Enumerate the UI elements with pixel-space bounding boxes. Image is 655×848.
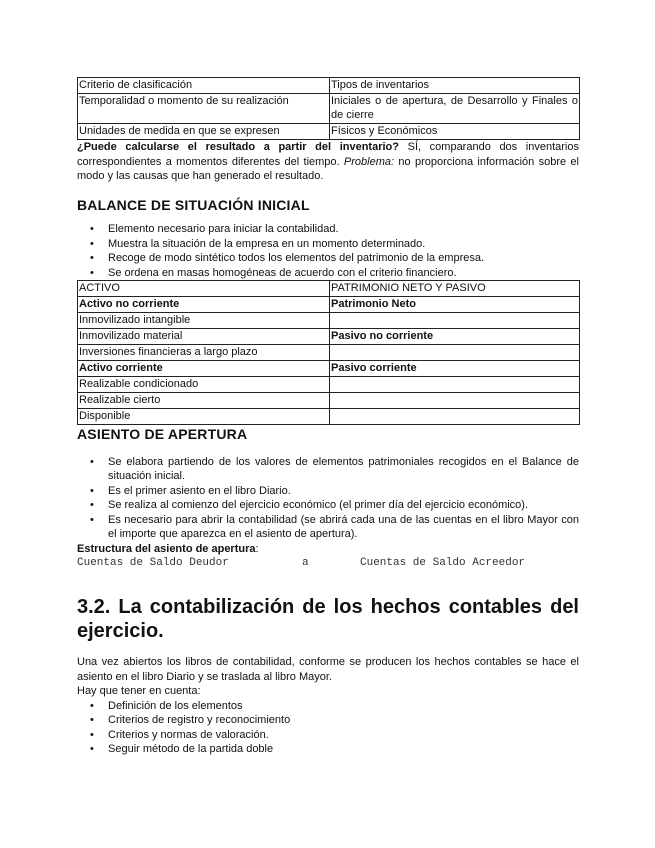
table-cell: Inversiones financieras a largo plazo	[78, 345, 330, 361]
problem-label: Problema:	[343, 155, 395, 168]
table-cell	[330, 345, 580, 361]
table-row	[78, 124, 580, 140]
table-cell: Realizable cierto	[78, 393, 330, 409]
table-row	[78, 94, 580, 124]
apertura-heading: ASIENTO DE APERTURA	[77, 426, 248, 442]
table-cell	[330, 409, 580, 425]
table-row	[78, 345, 580, 361]
list-item: • Muestra la situación de la empresa en un momento determinado.	[108, 237, 579, 252]
balance-table	[77, 280, 580, 425]
list-item: • Se ordena en masas homogéneas de acuerdo con el criterio financiero.	[108, 266, 579, 281]
table-cell: Pasivo no corriente	[330, 329, 580, 345]
table-cell: Iniciales o de apertura, de Desarrollo y Finales o de cierre	[330, 94, 580, 124]
list-item: • Se realiza al comienzo del ejercicio económico (el primer día del ejercicio económico).	[108, 498, 579, 513]
table-cell: Realizable condicionado	[78, 377, 330, 393]
table-cell: Pasivo corriente	[330, 361, 580, 377]
estructura-mid: a	[302, 557, 309, 569]
column-header-patrimonio: PATRIMONIO NETO Y PASIVO	[330, 281, 580, 297]
table-cell: Disponible	[78, 409, 330, 425]
table-cell: Patrimonio Neto	[330, 297, 580, 313]
list-item: • Es el primer asiento en el libro Diario.	[108, 484, 579, 499]
apertura-bullet-list	[77, 455, 579, 542]
estructura-label-line: Estructura del asiento de apertura:	[77, 542, 259, 555]
table-cell	[330, 393, 580, 409]
table-cell: Tipos de inventarios	[330, 78, 580, 94]
table-row	[78, 377, 580, 393]
table-row	[78, 297, 580, 313]
list-item: • Se elabora partiendo de los valores de elementos patrimoniales recogidos en el Balance de situación inicial.	[108, 455, 579, 484]
list-item: • Definición de los elementos	[108, 699, 579, 714]
list-item: • Seguir método de la partida doble	[108, 742, 579, 757]
table-cell: Inmovilizado intangible	[78, 313, 330, 329]
estructura-asiento	[77, 556, 579, 571]
section-title: 3.2. La contabilización de los hechos contables del ejercicio.	[77, 596, 579, 642]
table-cell: Activo corriente	[78, 361, 330, 377]
table-row	[78, 313, 580, 329]
balance-heading: BALANCE DE SITUACIÓN INICIAL	[77, 196, 310, 213]
estructura-label: Estructura del asiento de apertura	[77, 542, 256, 555]
table-row	[78, 361, 580, 377]
table-cell: Temporalidad o momento de su realización	[78, 94, 330, 124]
list-item: • Es necesario para abrir la contabilidad (se abrirá cada una de las cuentas en el libro Mayor con el importe que aparezca en el asiento de apertura).	[108, 513, 579, 542]
table-cell: Inmovilizado material	[78, 329, 330, 345]
estructura-right: Cuentas de Saldo Acreedor	[360, 557, 526, 569]
column-header-activo: ACTIVO	[78, 281, 330, 297]
table-row	[78, 393, 580, 409]
inventory-classification-table	[77, 77, 580, 140]
list-item: • Criterios de registro y reconocimiento	[108, 713, 579, 728]
estructura-left: Cuentas de Saldo Deudor	[77, 557, 229, 569]
table-cell: Criterio de clasificación	[78, 78, 330, 94]
list-item: • Criterios y normas de valoración.	[108, 728, 579, 743]
table-cell	[330, 377, 580, 393]
list-item: • Recoge de modo sintético todos los elementos del patrimonio de la empresa.	[108, 251, 579, 266]
list-item: • Elemento necesario para iniciar la contabilidad.	[108, 222, 579, 237]
table-cell: Unidades de medida en que se expresen	[78, 124, 330, 140]
document-page	[77, 77, 579, 757]
table-cell: Físicos y Económicos	[330, 124, 580, 140]
question-text-2: no proporciona información sobre el modo y las causas que han generado el resultado.	[77, 155, 579, 182]
question-bold: ¿Puede calcularse el resultado a partir del inventario?	[77, 141, 399, 153]
section-paragraph: Una vez abiertos los libros de contabilidad, conforme se producen los hechos contables se hace el asiento en el libro Diario y se traslada al libro Mayor.	[77, 656, 579, 683]
table-row	[78, 409, 580, 425]
table-row	[78, 78, 580, 94]
table-cell: Activo no corriente	[78, 297, 330, 313]
table-header-row	[78, 281, 580, 297]
inventory-question-paragraph	[77, 140, 579, 184]
section-bullet-list	[77, 699, 579, 757]
section-intro: Hay que tener en cuenta:	[77, 685, 201, 697]
table-cell	[330, 313, 580, 329]
balance-bullet-list	[77, 222, 579, 280]
question-text-1: SÍ, comparando dos inventarios correspondientes a momentos diferentes del tiempo.	[77, 141, 579, 168]
table-row	[78, 329, 580, 345]
